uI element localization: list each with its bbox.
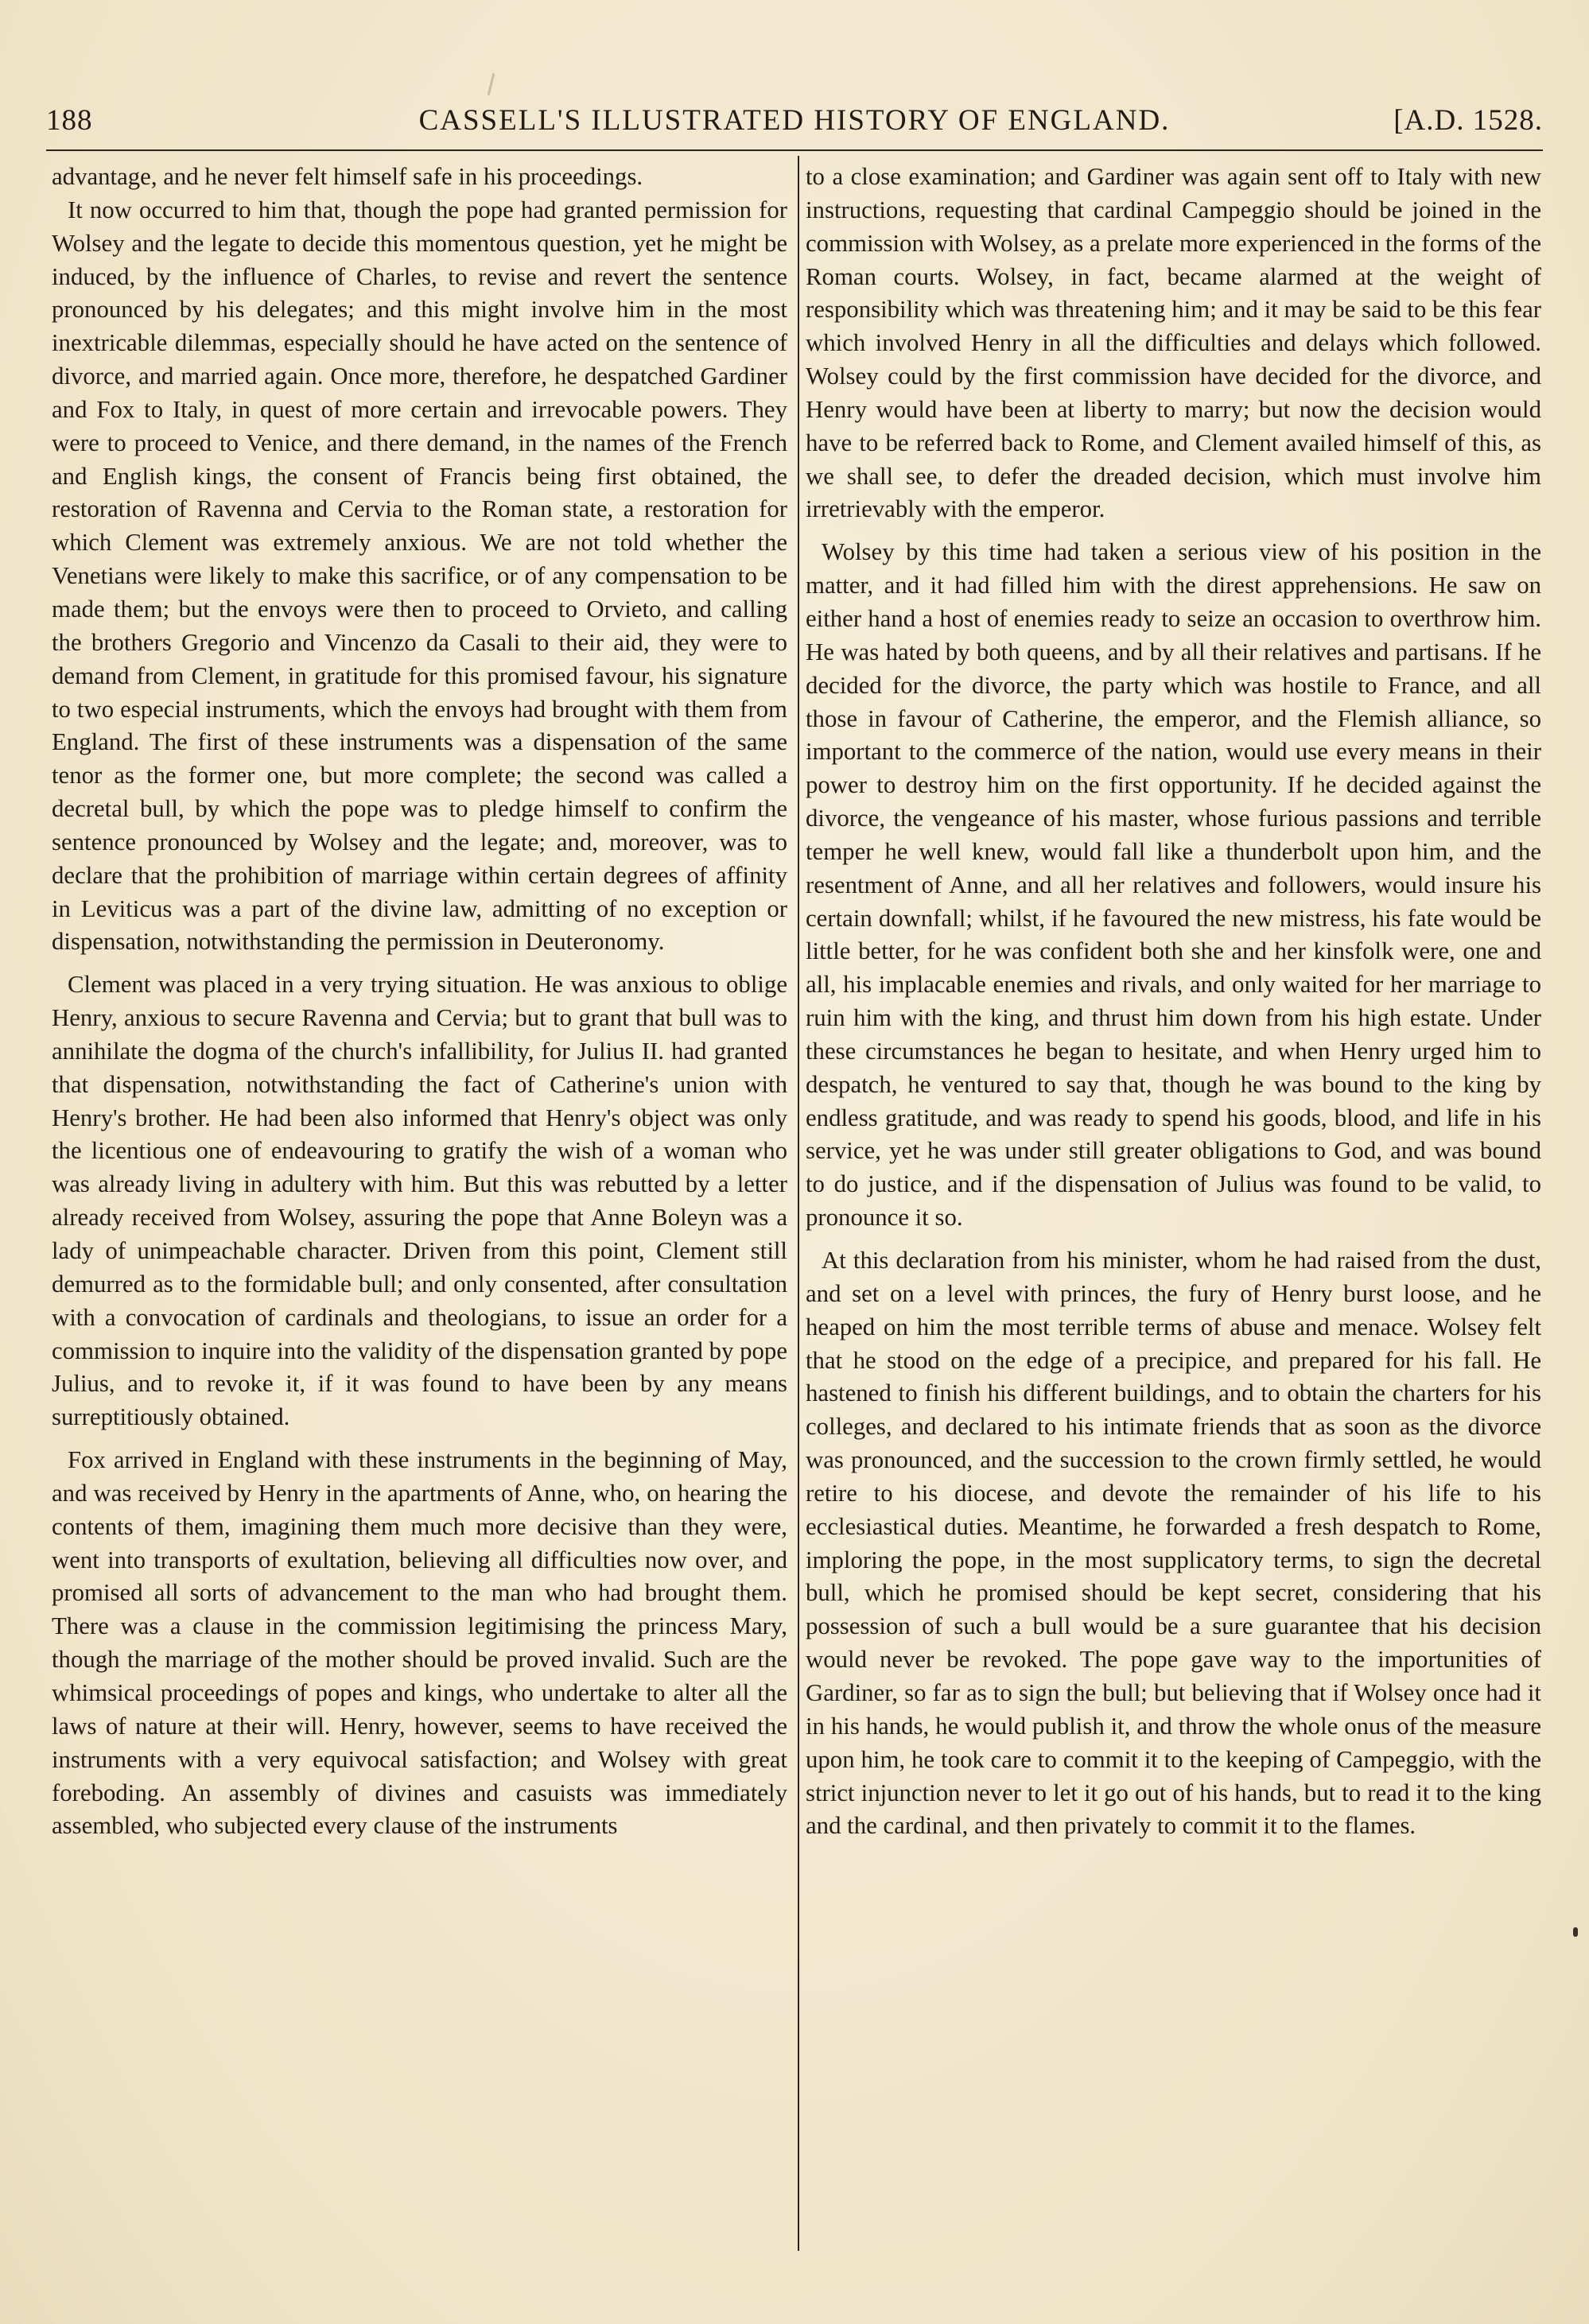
header-date: [A.D. 1528. [1393, 104, 1543, 137]
running-header [46, 99, 1543, 143]
right-column [806, 161, 1541, 1843]
header-rule [46, 149, 1543, 151]
paragraph: Wolsey by this time had taken a serious view of his position in the matter, and it had filled him with the direst apprehensions. He saw on either hand a host of enemies ready to seize an occasion to overthrow him. He was hated by both queens, and by all their relatives and partisans. If he decided for the divorce, the party which was hostile to France, and all those in favour of Catherine, the emperor, and the Flemish alliance, so important to the commerce of the nation, would use every means in their power to destroy him on the first opportunity. If he decided against the divorce, the vengeance of his master, whose furious passions and terrible temper he well knew, would fall like a thunderbolt upon him, and the resentment of Anne, and all her relatives and followers, would insure his certain downfall; whilst, if he favoured the new mistress, his fate would be little better, for he was confident both she and her kinsfolk were, one and all, his implacable enemies and rivals, and only waited for her marriage to ruin him with the king, and thrust him down from his high estate. Under these circumstances he began to hesitate, and when Henry urged him to despatch, he ventured to say that, though he was bound to the king by endless gratitude, and was ready to spend his goods, blood, and life in his service, yet he was under still greater obligations to God, and was bound to do justice, and if the dispensation of Julius was found to be valid, to pronounce it so. [806, 538, 1541, 1232]
left-column [52, 161, 787, 1843]
paragraph: It now occurred to him that, though the pope had granted permission for Wolsey and the legate to decide this momentous question, yet he might be induced, by the influence of Charles, to revise and revert the sentence pronounced by his delegates; and this might involve him in the most inextricable dilemmas, especially should he have acted on the sentence of divorce, and married again. Once more, therefore, he despatched Gardiner and Fox to Italy, in quest of more certain and irrevocable powers. They were to proceed to Venice, and there demand, in the names of the French and English kings, the consent of Francis being first obtained, the restoration of Ravenna and Cervia to the Roman state, a restoration for which Clement was extremely anxious. We are not told whether the Venetians were likely to make this sacrifice, or of any compensation to be made them; but the envoys were then to proceed to Orvieto, and calling the brothers Gregorio and Vincenzo da Casali to their aid, they were to demand from Clement, in gratitude for this promised favour, his signature to two especial instruments, which the envoys had brought with them from England. The first of these instruments was a dispensation of the same tenor as the former one, but more complete; the second was called a decretal bull, by which the pope was to pledge himself to confirm the sentence pronounced by Wolsey and the legate; and, moreover, was to declare that the prohibition of marriage within certain degrees of affinity in Leviticus was a part of the divine law, admitting of no exception or dispensation, notwithstanding the permission in Deuteronomy. [52, 196, 787, 956]
running-title: CASSELL'S ILLUSTRATED HISTORY OF ENGLAND. [418, 104, 1171, 137]
column-divider [798, 156, 799, 2251]
paragraph: Fox arrived in England with these instruments in the beginning of May, and was received by Henry in the apartments of Anne, who, on hearing the contents of them, imagining them much more decisive than they were, went into transports of exultation, believing all difficulties now over, and promised all sorts of advancement to the man who had brought them. There was a clause in the commission legitimising the princess Mary, though the marriage of the mother should be proved invalid. Such are the whimsical proceedings of popes and kings, who undertake to alter all the laws of nature at their will. Henry, however, seems to have received the instruments with a very equivocal satisfaction; and Wolsey with great foreboding. An assembly of divines and casuists was immediately assembled, who subjected every clause of the instruments [52, 1446, 787, 1840]
margin-mark [1573, 1927, 1578, 1937]
page-number: 188 [46, 104, 93, 137]
paragraph: to a close examination; and Gardiner was again sent off to Italy with new instructions, requesting that cardinal Campeggio should be joined in the commission with Wolsey, as a prelate more experienced in the forms of the Roman courts. Wolsey, in fact, became alarmed at the weight of responsibility which was threatening him; and it may be said to be this fear which involved Henry in all the difficulties and delays which followed. Wolsey could by the first commission have decided for the divorce, and Henry would have been at liberty to marry; but now the decision would have to be referred back to Rome, and Clement availed himself of this, as we shall see, to defer the dreaded decision, which must involve him irretrievably with the emperor. [806, 163, 1541, 523]
ink-mark [488, 73, 495, 95]
paragraph: advantage, and he never felt himself safe in his proceedings. [52, 163, 643, 190]
paragraph: Clement was placed in a very trying situation. He was anxious to oblige Henry, anxious to secure Ravenna and Cervia; but to grant that bull was to annihilate the dogma of the church's infallibility, for Julius II. had granted that dispensation, notwithstanding the fact of Catherine's union with Henry's brother. He had been also informed that Henry's object was only the licentious one of endeavouring to gratify the wish of a woman who was already living in adultery with him. But this was rebutted by a letter already received from Wolsey, assuring the pope that Anne Boleyn was a lady of unimpeachable character. Driven from this point, Clement still demurred as to the formidable bull; and only consented, after consultation with a convocation of cardinals and theologians, to issue an order for a commission to inquire into the validity of the dispensation granted by pope Julius, and to revoke it, if it was found to have been by any means surreptitiously obtained. [52, 971, 787, 1431]
paragraph: At this declaration from his minister, whom he had raised from the dust, and set on a level with princes, the fury of Henry burst loose, and he heaped on him the most terrible terms of abuse and menace. Wolsey felt that he stood on the edge of a precipice, and prepared for his fall. He hastened to finish his different buildings, and to obtain the charters for his colleges, and declared to his intimate friends that as soon as the divorce was pronounced, and the succession to the crown firmly settled, he would retire to his diocese, and devote the remainder of his life to his ecclesiastical duties. Meantime, he forwarded a fresh despatch to Rome, imploring the pope, in the most supplicatory terms, to sign the decretal bull, which he promised should be kept secret, considering that his possession of such a bull would be a sure guarantee that his decision would never be revoked. The pope gave way to the importunities of Gardiner, so far as to sign the bull; but believing that if Wolsey once had it in his hands, he would publish it, and throw the whole onus of the measure upon him, he took care to commit it to the keeping of Campeggio, with the strict injunction never to let it go out of his hands, but to read it to the king and the cardinal, and then privately to commit it to the flames. [806, 1247, 1541, 1840]
